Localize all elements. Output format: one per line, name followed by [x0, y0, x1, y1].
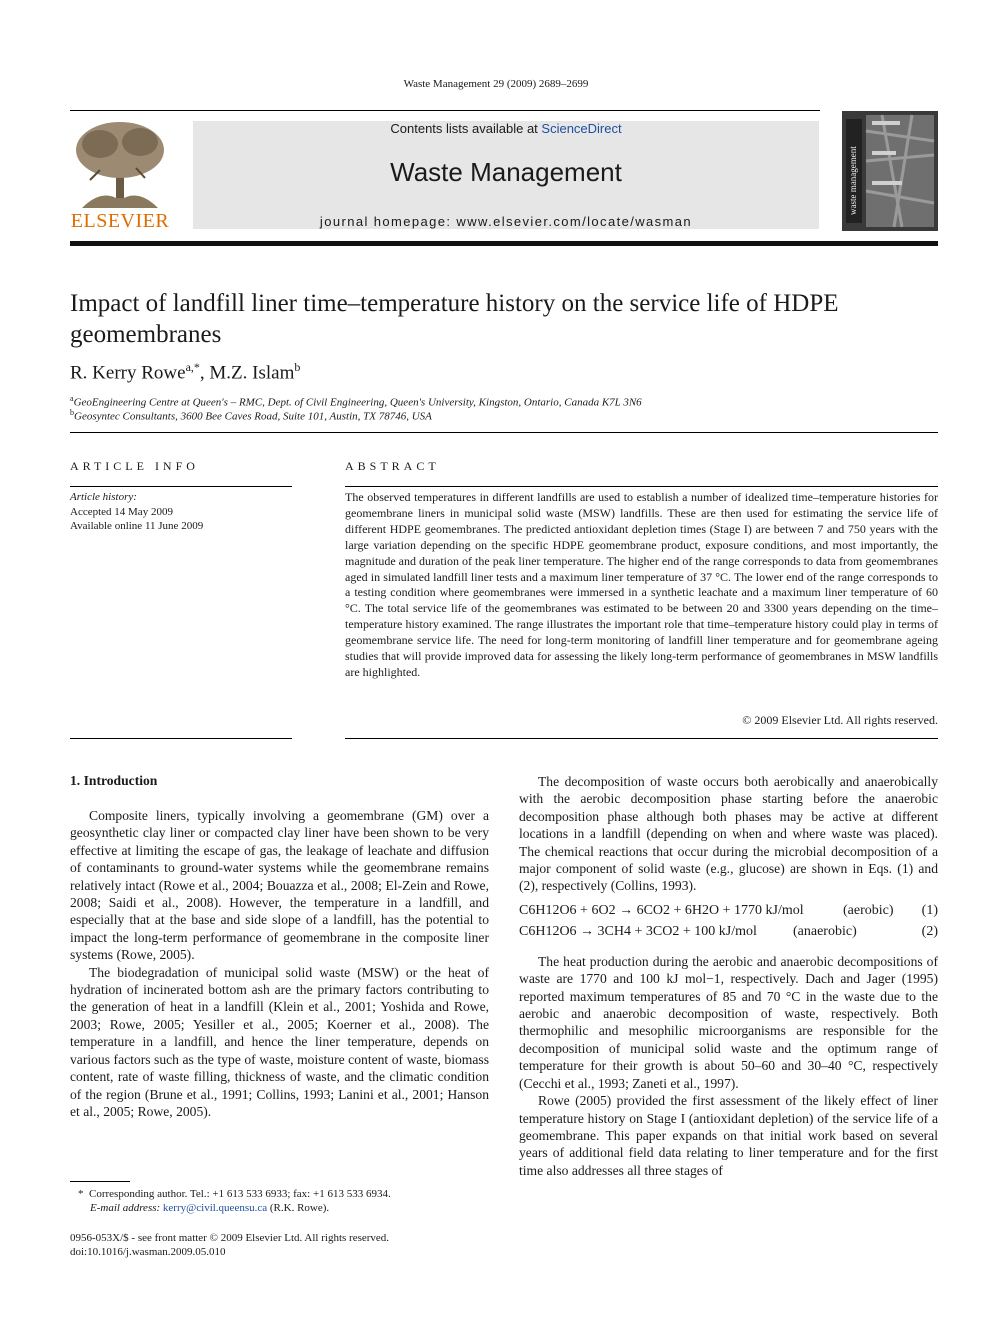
author-mark[interactable]: a,* [185, 360, 200, 374]
article-history [70, 490, 292, 534]
journal-homepage: journal homepage: www.elsevier.com/locate/wasman [319, 214, 693, 229]
article-info-heading: ARTICLE INFO [70, 459, 199, 473]
header-divider [70, 241, 938, 246]
equation-2-label: (anaerobic) [793, 923, 857, 939]
left-column [70, 807, 489, 1120]
author-name[interactable]: M.Z. Islam [209, 362, 295, 384]
history-label: Article history: [70, 491, 137, 503]
issn-block [70, 1231, 489, 1259]
abstract-copyright: © 2009 Elsevier Ltd. All rights reserved. [742, 713, 938, 727]
paragraph: The biodegradation of municipal solid waste (MSW) or the heat of hydration of incinerated bottom ash are the primary factors contributing to the generation of heat in a landfill (Klein et al., 2001; Yoshida and Rowe, 2003; Rowe, 2005; Yesiller et al., 2005; Koerner et al., 2008). The temperature in a landfill, and hence the liner temperature, depends on various factors such as the type of waste, moisture content of waste, biomass content, rate of waste filling, thickness of waste, and the climatic condition of the region (Brune et al., 1991; Collins, 1993; Lanini et al., 2001; Hanson et al., 2005; Rowe, 2005). [70, 964, 489, 1119]
abstract-rule [345, 486, 938, 487]
sciencedirect-link[interactable]: ScienceDirect [541, 121, 622, 136]
equation-2-number: (2) [921, 923, 938, 939]
online-date: Available online 11 June 2009 [70, 520, 204, 532]
equation-1-number: (1) [921, 902, 938, 918]
homepage-link[interactable]: www.elsevier.com/locate/wasman [456, 214, 693, 229]
abstract-text: The observed temperatures in different landfills are used to establish a number of idealized time–temperature histories for geomembrane liners in municipal solid waste (MSW) landfills. These are then used for estimating the service life of different HDPE geomembranes. The predicted antioxidant depletion times (Stage I) are between 7 and 750 years with the large variation depending on the specific HDPE geomembrane product, exposure conditions, and most importantly, the magnitude and duration of the peak liner temperature. The higher end of the range corresponds to data from geomembranes aged in simulated landfill liner tests and a maximum liner temperature of 37 °C. The lower end of the range corresponds to a testing condition where geomembranes were immersed in a synthetic leachate and a maximum liner temperature of 60 °C. The total service life of the geomembranes was estimated to be between 20 and 3300 years depending on the time–temperature history examined. The range illustrates the important role that time–temperature history could play in terms of geomembrane service life. The need for long-term monitoring of landfill liner temperature and for geomembrane ageing studies that will provide improved data for assessing the likely long-term performance of geomembranes in MSW landfills are highlighted. [345, 490, 938, 679]
author-list: R. Kerry Rowe$^{a,*}$, M.Z. Islam$^b$ [70, 360, 301, 384]
equation-1-label: (aerobic) [843, 902, 894, 918]
affiliation-b: $^b$Geosyntec Consultants, 3600 Bee Caves Road, Suite 101, Austin, TX 78746, USA [70, 408, 432, 423]
right-column [519, 773, 938, 1179]
footnote: * Corresponding author. Tel.: +1 613 533 6933; fax: +1 613 533 6934. E-mail address: kerry@civil.queensu.ca (R.K. Rowe). [78, 1188, 391, 1214]
doi-line[interactable]: doi:10.1016/j.wasman.2009.05.010 [70, 1246, 226, 1258]
affiliation-a: $^a$GeoEngineering Centre at Queen's – RMC, Dept. of Civil Engineering, Queen's University, Kingston, Ontario, Canada K7L 3N6 [70, 394, 642, 409]
abstract-bottom-rule [345, 738, 938, 739]
title-divider [70, 432, 938, 433]
issn-line: 0956-053X/$ - see front matter © 2009 Elsevier Ltd. All rights reserved. [70, 1232, 390, 1244]
elsevier-wordmark: ELSEVIER [70, 210, 170, 232]
paragraph: Rowe (2005) provided the first assessment of the likely effect of liner temperature history on Stage I (antioxidant depletion) of the service life of a geomembrane. This paper expands on that initial work based on several years of additional field data relating to liner temperature and for the first time also addresses all three stages of [519, 1093, 938, 1178]
elsevier-tree-icon [70, 120, 170, 212]
email-link[interactable]: kerry@civil.queensu.ca [162, 1202, 268, 1214]
paragraph: The decomposition of waste occurs both aerobically and anaerobically with the aerobic decomposition phase starting before the anaerobic decomposition phase although both phases may be active at different locations in a landfill (depending on when and where waste was placed). The chemical reactions that occur during the microbial decomposition of a major component of solid waste (e.g., glucose) are shown in Eqs. (1) and (2), respectively (Collins, 1993). [519, 774, 938, 894]
journal-citation: Waste Management 29 (2009) 2689–2699 [403, 78, 589, 90]
author-name[interactable]: R. Kerry Rowe [70, 362, 186, 384]
cover-title: waste management [848, 146, 858, 215]
corresponding-author: Corresponding author. Tel.: +1 613 533 6933; fax: +1 613 533 6934. [89, 1188, 391, 1200]
journal-banner [193, 121, 819, 229]
header-rule [70, 110, 820, 111]
contents-line: Contents lists available at ScienceDirect [390, 121, 622, 136]
info-bottom-rule [70, 738, 292, 739]
elsevier-logo [70, 120, 170, 230]
equation-2: C6H12O6 → 3CH4 + 3CO2 + 100 kJ/mol [519, 923, 757, 939]
accepted-date: Accepted 14 May 2009 [70, 505, 173, 518]
author-mark[interactable]: b [294, 360, 301, 374]
paragraph: Composite liners, typically involving a geomembrane (GM) over a geosynthetic clay liner or compacted clay liner have been shown to be very effective at limiting the escape of gas, the leakage of leachate and diffusion of contaminants to ground-water systems while the geomembrane remains relatively intact (Rowe et al., 2004; Bouazza et al., 2008; El-Zein and Rowe, 2008; Saidi et al., 2008). However, the temperature in a landfill, and especially that at the base and side slope of a landfill, has the potential to impact the long-term performance of geomembrane in the composite liner systems (Rowe, 2005). [70, 808, 489, 963]
footnote-rule [70, 1181, 130, 1182]
equation-block [519, 902, 938, 946]
article-title: Impact of landfill liner time–temperature history on the service life of HDPE geomembranes [70, 290, 839, 348]
paragraph: The heat production during the aerobic and anaerobic decompositions of waste are 1770 and 100 kJ mol−1, respectively. Dach and Jager (1995) reported maximum temperatures of 85 and 70 °C in the waste due to the aerobic and anaerobic decomposition of waste, respectively. Both thermophilic and mesophilic microorganisms are responsible for the decomposition of municipal solid waste and the optimum range of temperature for their growth is about 50–60 and 30–40 °C, respectively (Cecchi et al., 1993; Zaneti et al., 1997). [519, 953, 938, 1091]
info-rule [70, 486, 292, 487]
abstract-heading: ABSTRACT [345, 459, 440, 473]
section-heading: 1. Introduction [70, 773, 158, 788]
journal-cover-image [842, 111, 938, 231]
journal-name: Waste Management [390, 157, 622, 187]
equation-1: C6H12O6 + 6O2 → 6CO2 + 6H2O + 1770 kJ/mol [519, 902, 804, 918]
